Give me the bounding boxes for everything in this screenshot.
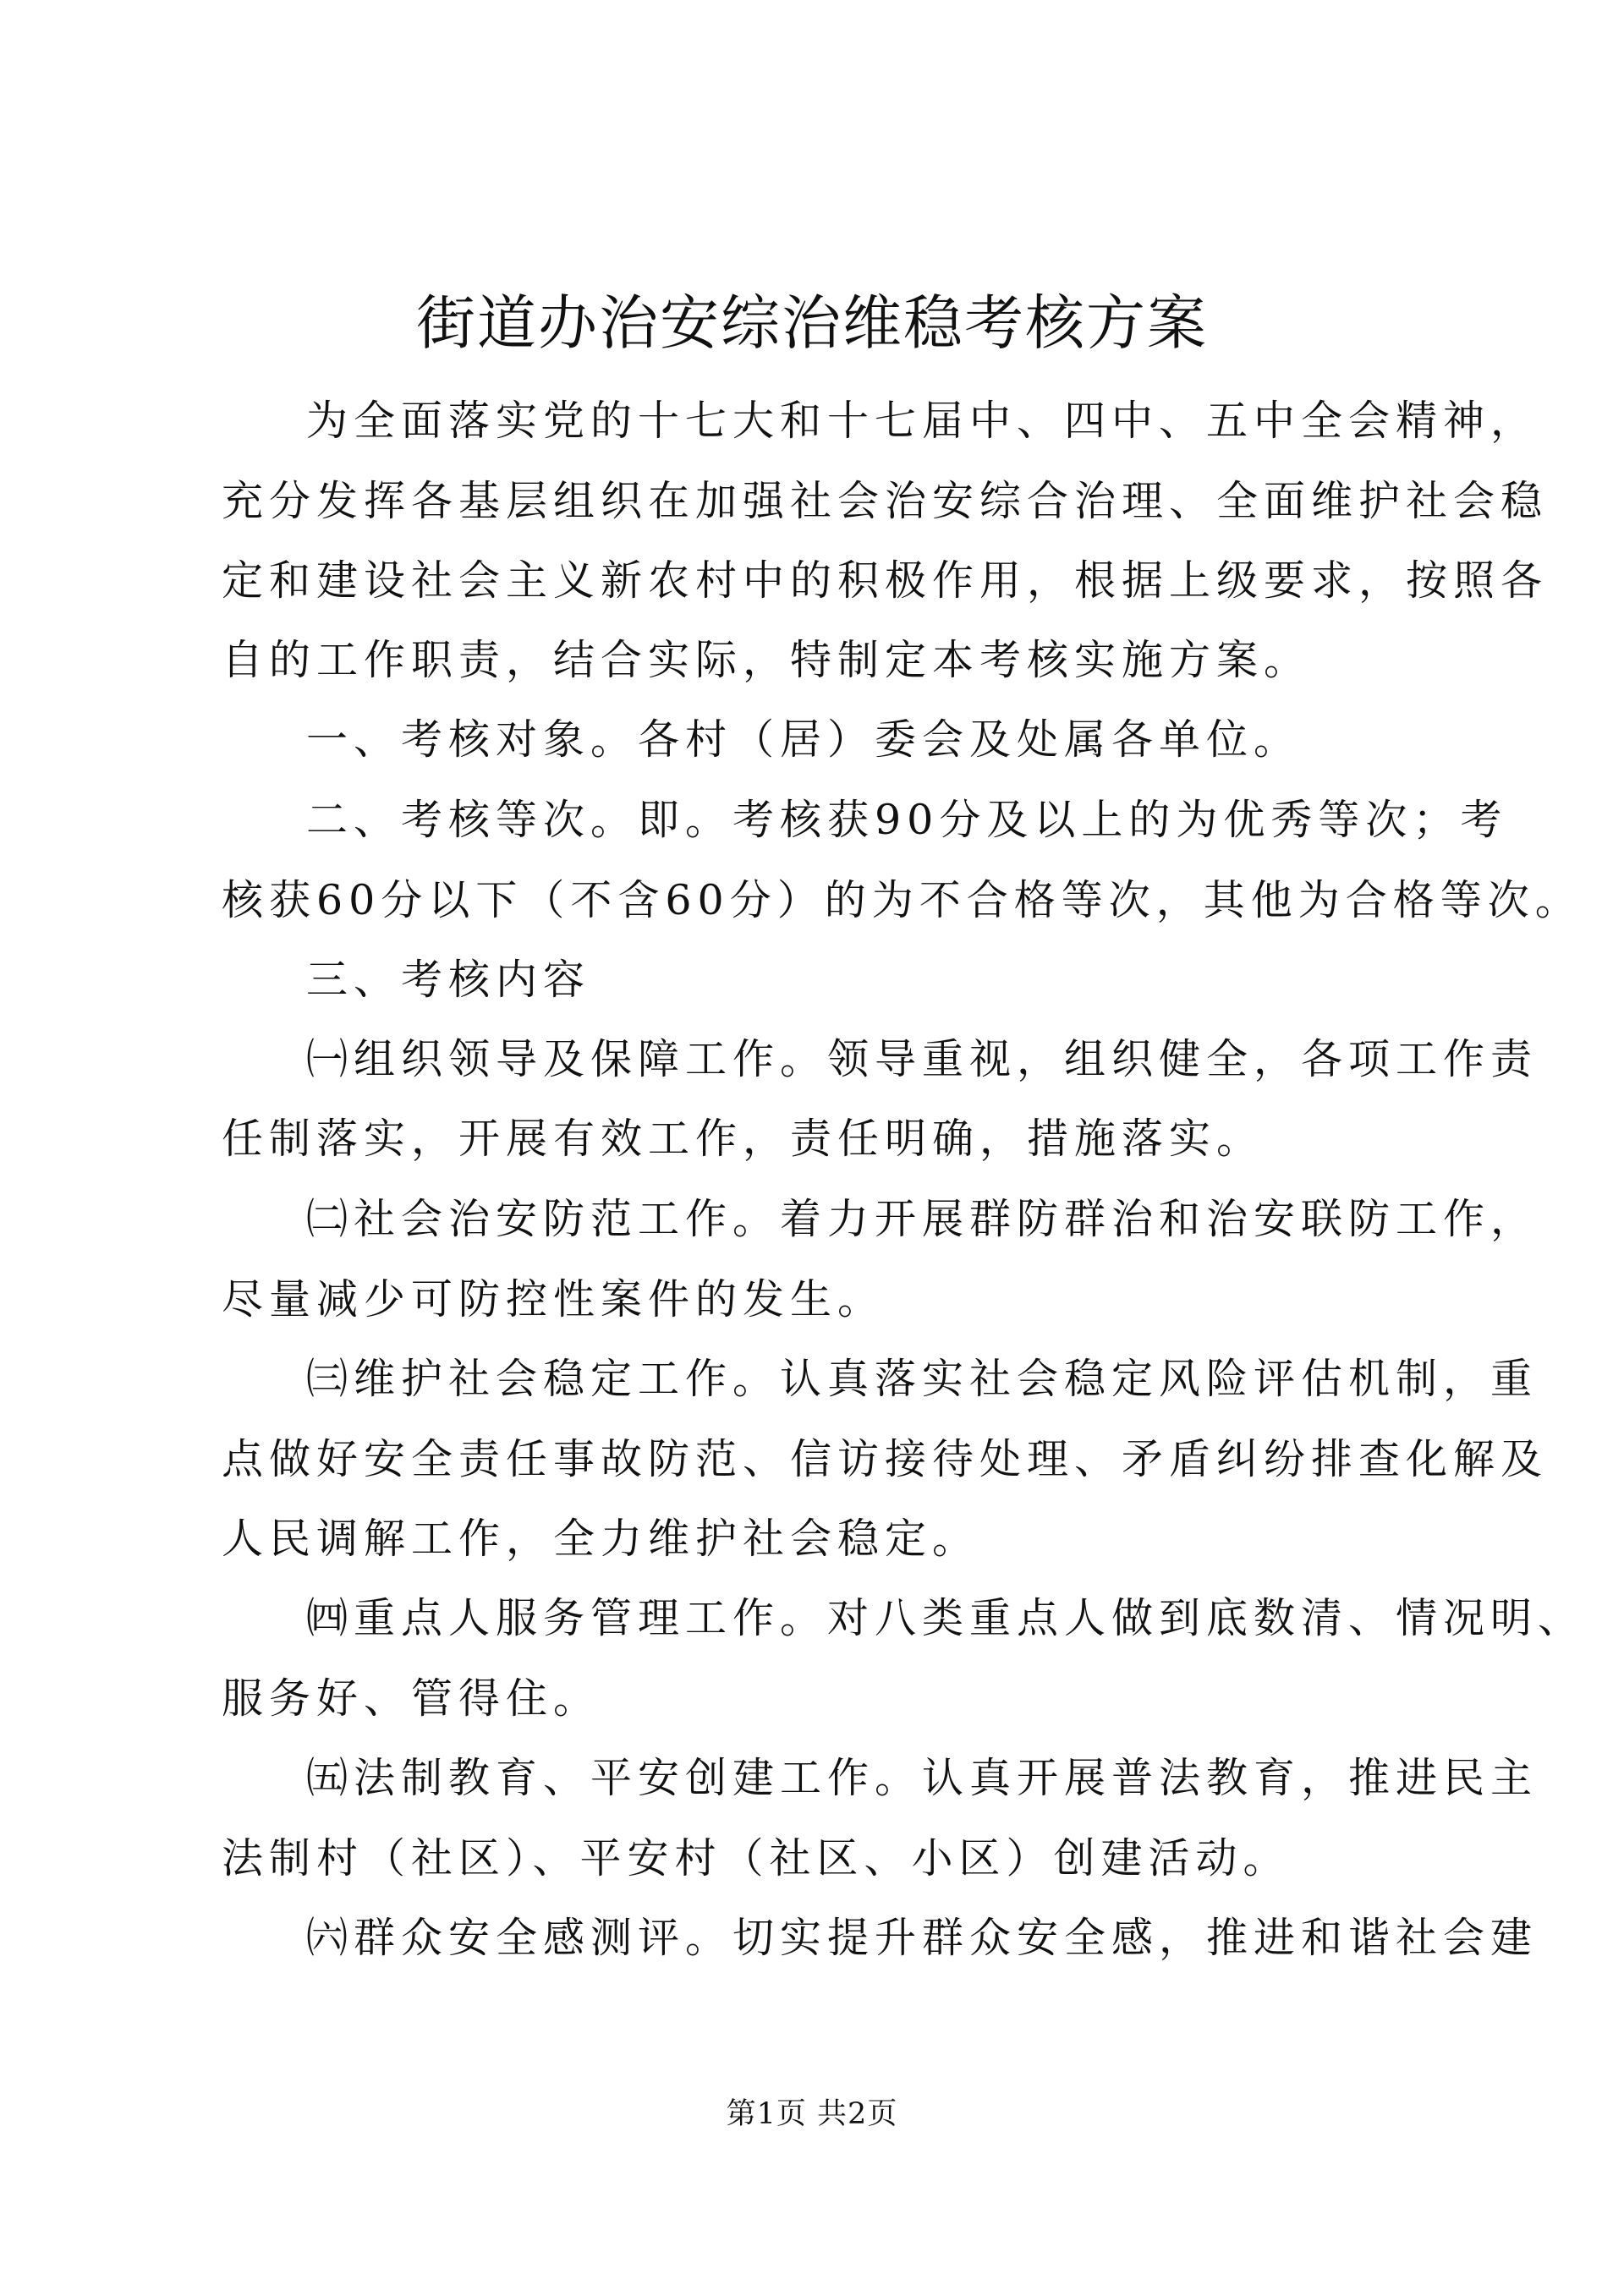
body-line: 二、考核等次。即。考核获90分及以上的为优秀等次；考 xyxy=(306,796,1508,844)
body-line: ㈥群众安全感测评。切实提升群众安全感，推进和谐社会建 xyxy=(306,1914,1539,1962)
body-line: 人民调解工作，全力维护社会稳定。 xyxy=(222,1515,980,1563)
body-line: 尽量减少可防控性案件的发生。 xyxy=(222,1275,886,1323)
body-line: 定和建设社会主义新农村中的积极作用，根据上级要求，按照各 xyxy=(222,556,1549,605)
body-line: 点做好安全责任事故防范、信访接待处理、矛盾纠纷排查化解及 xyxy=(222,1435,1549,1483)
body-line: 为全面落实党的十七大和十七届中、四中、五中全会精神， xyxy=(306,397,1539,445)
body-line: 服务好、管得住。 xyxy=(222,1674,601,1723)
body-line: ㈣重点人服务管理工作。对八类重点人做到底数清、情况明、 xyxy=(306,1594,1586,1642)
body-line: ㈠组织领导及保障工作。领导重视，组织健全，各项工作责 xyxy=(306,1035,1539,1083)
body-line: ㈤法制教育、平安创建工作。认真开展普法教育，推进民主 xyxy=(306,1754,1539,1802)
body-line: 一、考核对象。各村（居）委会及处属各单位。 xyxy=(306,715,1302,764)
document-title: 街道办治安综治维稳考核方案 xyxy=(416,288,1208,358)
section-heading: 三、考核内容 xyxy=(306,956,591,1004)
body-line: 核获60分以下（不含60分）的为不合格等次，其他为合格等次。 xyxy=(222,876,1583,924)
body-line: 自的工作职责，结合实际，特制定本考核实施方案。 xyxy=(222,636,1312,684)
body-line: ㈡社会治安防范工作。着力开展群防群治和治安联防工作， xyxy=(306,1195,1539,1243)
body-line: 任制落实，开展有效工作，责任明确，措施落实。 xyxy=(222,1115,1265,1163)
body-line: 法制村（社区）、平安村（社区、小区）创建活动。 xyxy=(222,1834,1291,1882)
page-footer: 第1页 共2页 xyxy=(726,2097,898,2131)
body-line: 充分发挥各基层组织在加强社会治安综合治理、全面维护社会稳 xyxy=(222,477,1549,525)
body-line: ㈢维护社会稳定工作。认真落实社会稳定风险评估机制，重 xyxy=(306,1355,1539,1403)
